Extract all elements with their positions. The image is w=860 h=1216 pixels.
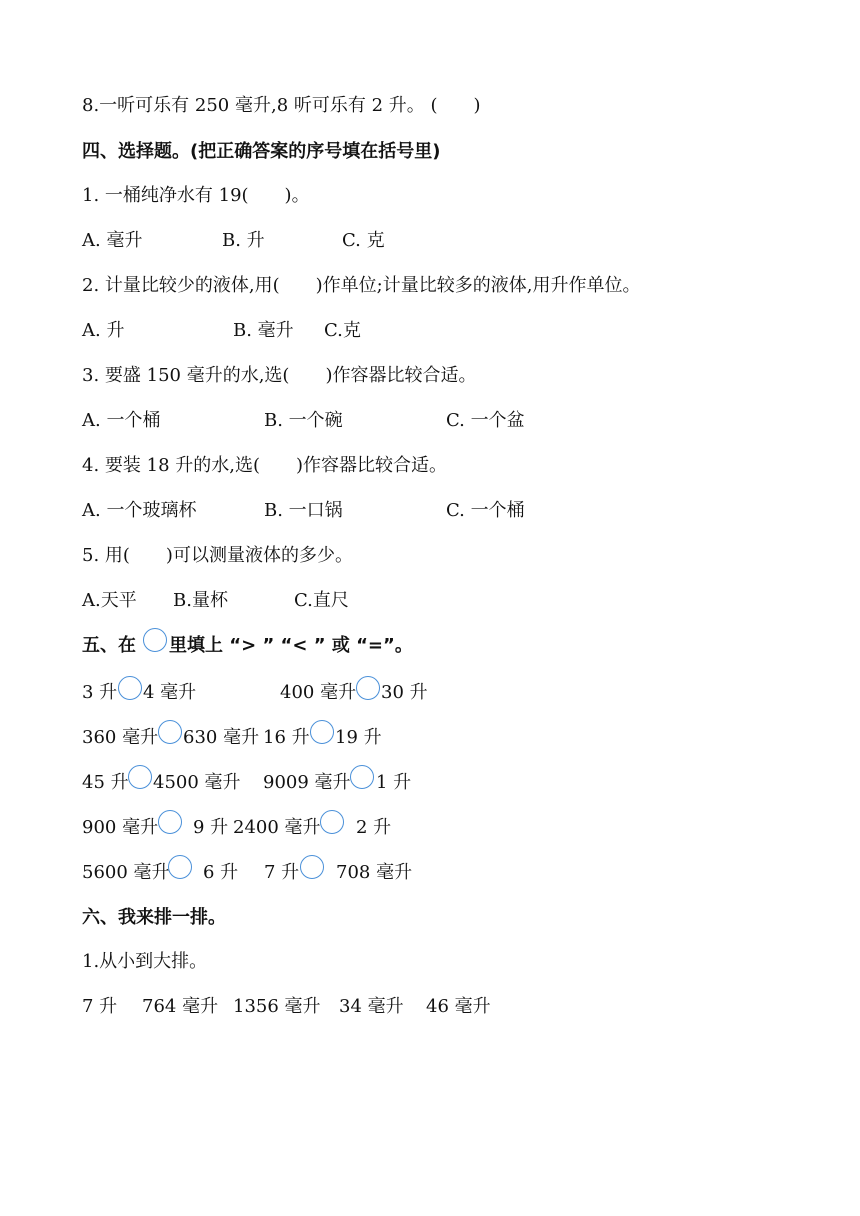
compare-1a-left: 3 升 [82, 682, 118, 703]
sort-item-1: 7 升 [82, 996, 118, 1017]
compare-5a-circle[interactable] [168, 855, 192, 879]
compare-3b-right: 1 升 [376, 772, 412, 793]
compare-2b-left: 16 升 [263, 727, 310, 748]
circle-blank-icon [143, 628, 167, 652]
compare-4b-circle[interactable] [320, 810, 344, 834]
section5-title-before: 五、在 [82, 635, 136, 656]
compare-5a-right: 6 升 [203, 862, 239, 883]
q3-option-b: B. 一个碗 [264, 410, 343, 431]
compare-4a-circle[interactable] [158, 810, 182, 834]
q3-option-c: C. 一个盆 [446, 410, 525, 431]
q1-option-b: B. 升 [222, 230, 265, 251]
compare-4a-left: 900 毫升 [82, 817, 159, 838]
compare-3a-left: 45 升 [82, 772, 129, 793]
compare-2b-right: 19 升 [335, 727, 382, 748]
compare-5a-left: 5600 毫升 [82, 862, 170, 883]
compare-1b-left: 400 毫升 [280, 682, 357, 703]
compare-1a-right: 4 毫升 [143, 682, 197, 703]
compare-2a-left: 360 毫升 [82, 727, 159, 748]
q1-option-c: C. 克 [342, 230, 385, 251]
compare-2b-circle[interactable] [310, 720, 334, 744]
question-3-stem: 3. 要盛 150 毫升的水,选( )作容器比较合适。 [82, 365, 477, 386]
compare-3a-right: 4500 毫升 [153, 772, 241, 793]
compare-4b-right: 2 升 [356, 817, 392, 838]
q5-option-c: C.直尺 [294, 590, 349, 611]
section6-title: 六、我来排一排。 [82, 907, 226, 928]
compare-5b-right: 708 毫升 [336, 862, 413, 883]
question-1-stem: 1. 一桶纯净水有 19( )。 [82, 185, 310, 206]
compare-3a-circle[interactable] [128, 765, 152, 789]
q3-option-a: A. 一个桶 [82, 410, 161, 431]
compare-1b-circle[interactable] [356, 676, 380, 700]
q2-option-b: B. 毫升 [233, 320, 294, 341]
compare-4b-left: 2400 毫升 [233, 817, 321, 838]
q2-option-c: C.克 [324, 320, 361, 341]
compare-2a-circle[interactable] [158, 720, 182, 744]
compare-2a-right: 630 毫升 [183, 727, 260, 748]
question-2-stem: 2. 计量比较少的液体,用( )作单位;计量比较多的液体,用升作单位。 [82, 275, 641, 296]
compare-4a-right: 9 升 [193, 817, 229, 838]
q4-option-c: C. 一个桶 [446, 500, 525, 521]
sort-item-2: 764 毫升 [142, 996, 219, 1017]
compare-1b-right: 30 升 [381, 682, 428, 703]
q1-option-a: A. 毫升 [82, 230, 143, 251]
q5-option-b: B.量杯 [173, 590, 228, 611]
judge-question-8: 8.一听可乐有 250 毫升,8 听可乐有 2 升。 ( ) [82, 95, 481, 116]
compare-5b-left: 7 升 [264, 862, 300, 883]
sort-item-5: 46 毫升 [426, 996, 491, 1017]
compare-3b-circle[interactable] [350, 765, 374, 789]
section4-title: 四、选择题。(把正确答案的序号填在括号里) [82, 141, 441, 162]
section6-subquestion: 1.从小到大排。 [82, 951, 208, 972]
sort-item-4: 34 毫升 [339, 996, 404, 1017]
compare-3b-left: 9009 毫升 [263, 772, 351, 793]
section5-title-after: 里填上 “> ” “< ” 或 “=”。 [169, 635, 413, 656]
compare-5b-circle[interactable] [300, 855, 324, 879]
compare-1a-circle[interactable] [118, 676, 142, 700]
question-5-stem: 5. 用( )可以测量液体的多少。 [82, 545, 353, 566]
sort-item-3: 1356 毫升 [233, 996, 321, 1017]
question-4-stem: 4. 要装 18 升的水,选( )作容器比较合适。 [82, 455, 448, 476]
q4-option-b: B. 一口锅 [264, 500, 343, 521]
q5-option-a: A.天平 [82, 590, 137, 611]
q4-option-a: A. 一个玻璃杯 [82, 500, 197, 521]
q2-option-a: A. 升 [82, 320, 125, 341]
